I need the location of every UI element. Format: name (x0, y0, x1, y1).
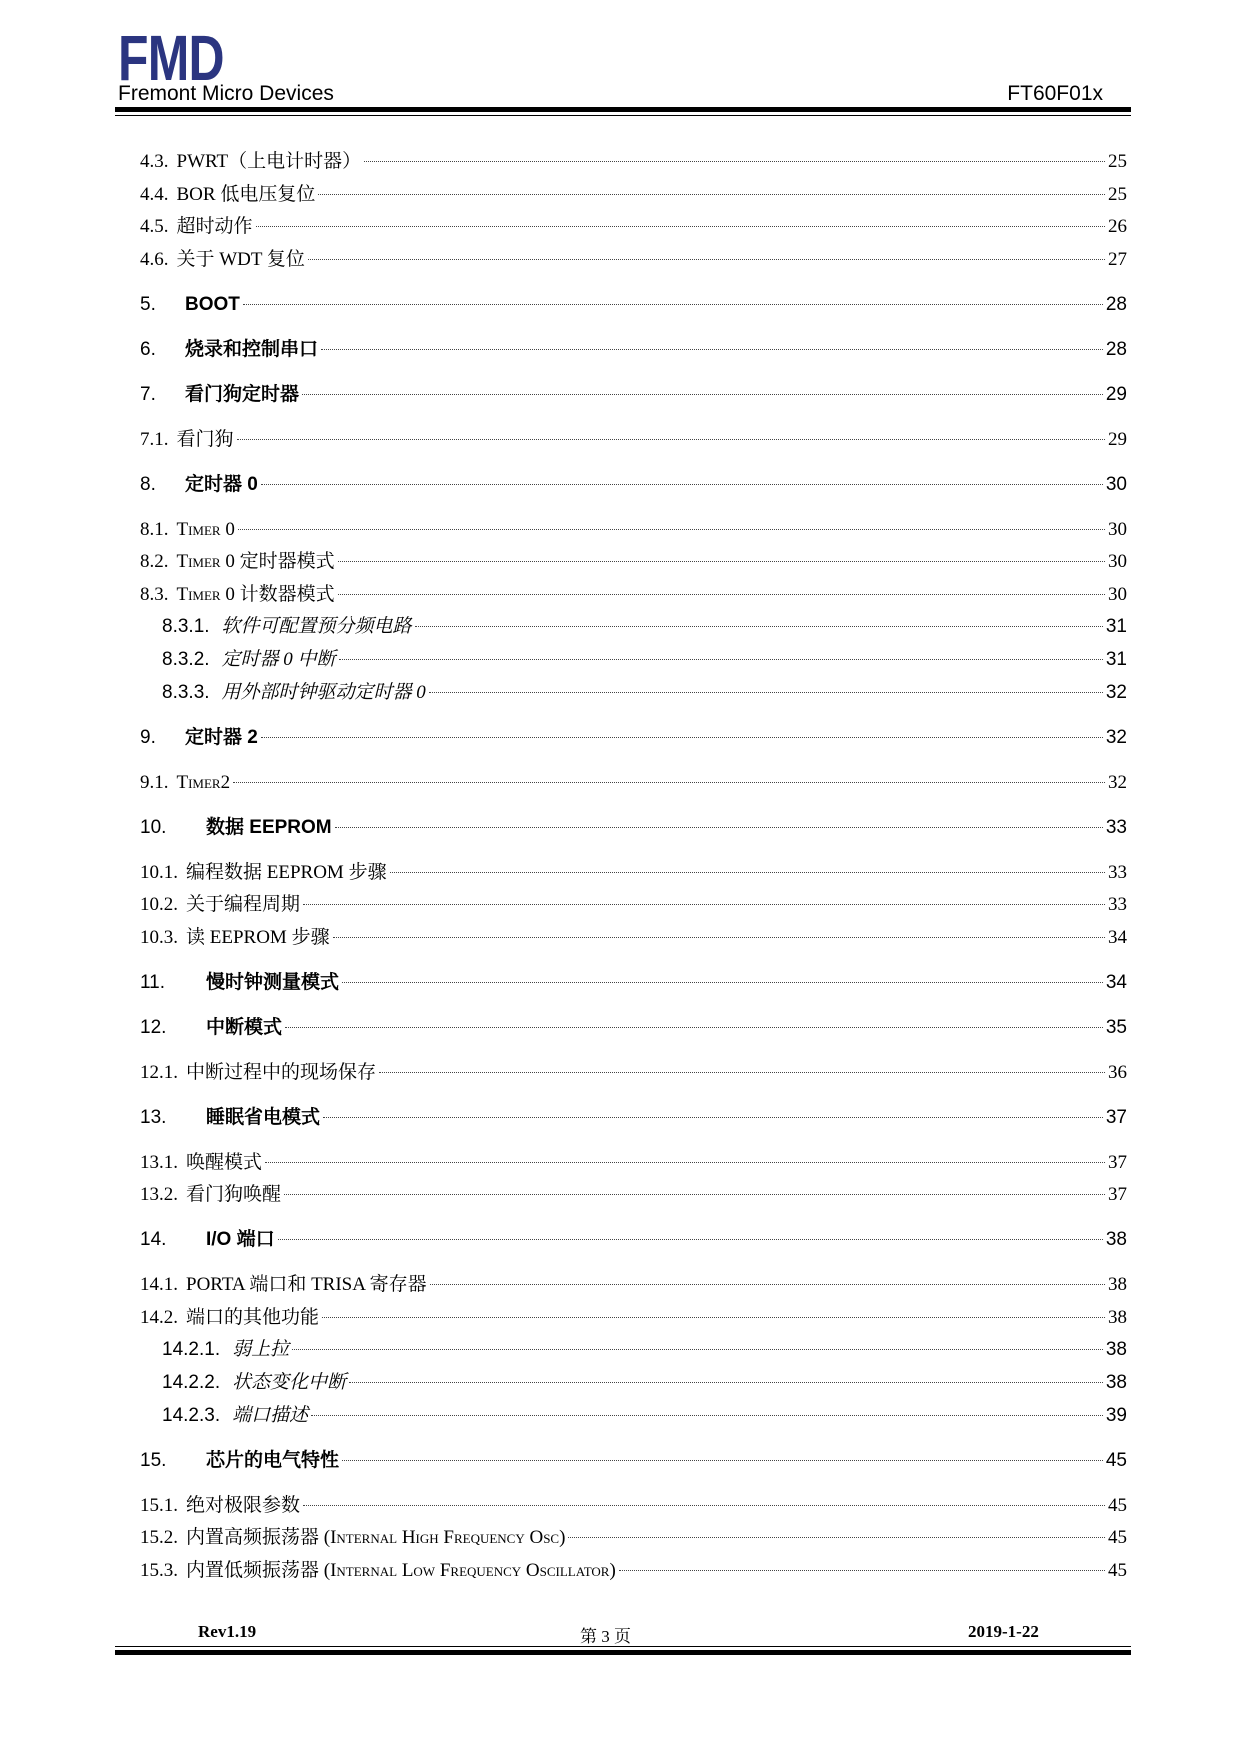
dot-leader (322, 1317, 1105, 1318)
toc-entry-title: 芯片的电气特性 (206, 1449, 340, 1471)
toc-entry[interactable] (140, 179, 1127, 212)
toc-entry-page: 45 (1108, 1527, 1127, 1549)
toc-entry-page: 35 (1105, 1016, 1127, 1038)
toc-entry[interactable] (140, 1102, 1127, 1135)
toc-entry-title: 看门狗 (176, 428, 234, 450)
toc-entry[interactable] (140, 889, 1127, 922)
dot-leader (430, 1284, 1105, 1285)
toc-entry-page: 37 (1108, 1184, 1127, 1206)
toc-entry-page: 32 (1108, 771, 1127, 793)
toc-entry-title: 超时动作 (176, 216, 253, 238)
toc-entry[interactable] (140, 1555, 1127, 1588)
toc-entry[interactable] (140, 424, 1127, 457)
toc-entry-number: 6. (140, 338, 156, 360)
toc-entry-number: 12. (140, 1016, 167, 1038)
dot-leader (265, 1162, 1105, 1163)
toc-entry-page: 25 (1108, 151, 1127, 172)
toc-entry-number: 14.2. (140, 1306, 178, 1328)
toc-entry-label (140, 579, 335, 612)
toc-entry[interactable] (140, 1400, 1127, 1433)
toc-entry-page: 39 (1105, 1404, 1127, 1426)
dot-leader (349, 1382, 1103, 1383)
dot-leader (619, 1570, 1105, 1571)
toc-entry-label (140, 244, 305, 277)
toc-entry-title: PWRT（上电计时器） (176, 151, 362, 172)
toc-entry-number: 13. (140, 1106, 167, 1128)
dot-leader (429, 692, 1103, 693)
toc-entry-page: 30 (1108, 518, 1127, 540)
toc-entry-number: 5. (140, 293, 156, 315)
toc-entry[interactable] (140, 767, 1127, 800)
toc-entry[interactable] (140, 611, 1127, 644)
toc-entry-title: 用外部时钟驱动定时器 0 (221, 681, 426, 703)
toc-entry[interactable] (140, 289, 1127, 322)
toc-entry[interactable] (140, 244, 1127, 277)
dot-leader (303, 904, 1105, 905)
toc-entry-number: 15.1. (140, 1494, 178, 1516)
toc-entry-label (140, 1012, 282, 1045)
toc-entry-title: BOOT (185, 293, 240, 315)
toc-entry-title: 端口的其他功能 (186, 1306, 320, 1328)
toc-entry-page: 28 (1105, 293, 1127, 315)
toc-entry-title: 读 EEPROM 步骤 (186, 926, 330, 948)
toc-entry-page: 38 (1105, 1229, 1127, 1251)
toc-entry-title: 状态变化中断 (232, 1372, 347, 1394)
toc-entry[interactable] (140, 514, 1127, 547)
toc-entry-title: 数据 EEPROM (206, 816, 332, 838)
toc-entry-number: 14.1. (140, 1274, 178, 1296)
dot-leader (233, 782, 1105, 783)
dot-leader (415, 626, 1103, 627)
toc-entry-label (140, 1179, 281, 1212)
toc-entry-title: 中断过程中的现场保存 (186, 1061, 377, 1083)
toc-entry-page: 33 (1105, 816, 1127, 838)
dot-leader (303, 1505, 1105, 1506)
toc-entry[interactable] (140, 1179, 1127, 1212)
toc-entry-title: 定时器 0 (185, 473, 258, 495)
toc-entry[interactable] (140, 1012, 1127, 1045)
toc-entry[interactable] (140, 1522, 1127, 1555)
toc-entry-title: Timer 0 计数器模式 (176, 583, 335, 605)
toc-entry-number: 10.2. (140, 894, 178, 916)
dot-leader (338, 561, 1105, 562)
toc-entry-label (140, 722, 258, 755)
toc-entry-label (140, 967, 339, 1000)
toc-entry-label (140, 1490, 300, 1523)
dot-leader (339, 659, 1103, 660)
toc-entry-page: 36 (1108, 1061, 1127, 1083)
toc-entry[interactable] (140, 644, 1127, 677)
dot-leader (364, 161, 1105, 162)
footer-rule-thick (115, 1650, 1131, 1655)
toc-entry-number: 8. (140, 473, 156, 495)
toc-entry-page: 32 (1105, 681, 1127, 703)
toc-entry-label (140, 1555, 616, 1588)
toc-entry[interactable] (140, 379, 1127, 412)
dot-leader (243, 304, 1103, 305)
toc-entry-number: 11. (140, 971, 166, 993)
toc-entry-number: 4.6. (140, 248, 169, 270)
toc-entry[interactable] (140, 579, 1127, 612)
dot-leader (261, 484, 1103, 485)
toc-entry[interactable] (140, 1057, 1127, 1090)
toc-entry-title: 端口描述 (232, 1404, 309, 1426)
toc-entry-page: 34 (1108, 926, 1127, 948)
toc-entry-title: BOR 低电压复位 (176, 183, 316, 205)
dot-leader (308, 259, 1105, 260)
toc-entry-title: 内置低频振荡器 (Internal Low Frequency Oscillator) (186, 1559, 616, 1581)
toc-entry-title: Timer 0 (176, 518, 235, 540)
toc-entry-page: 37 (1105, 1106, 1127, 1128)
toc-entry[interactable] (140, 1490, 1127, 1523)
toc-entry-number: 15.3. (140, 1559, 178, 1581)
toc-entry-page: 26 (1108, 216, 1127, 238)
dot-leader (390, 872, 1105, 873)
toc-entry-title: 关于 WDT 复位 (176, 248, 305, 270)
toc-entry-number: 8.3.2. (162, 649, 210, 671)
dot-leader (284, 1194, 1105, 1195)
toc-entry-number: 7. (140, 383, 156, 405)
toc-entry-page: 28 (1105, 338, 1127, 360)
dot-leader (568, 1537, 1105, 1538)
toc-entry-number: 10. (140, 816, 167, 838)
dot-leader (342, 1460, 1103, 1461)
toc-entry[interactable] (140, 546, 1127, 579)
toc-entry[interactable] (140, 334, 1127, 367)
toc-entry-title: 编程数据 EEPROM 步骤 (186, 861, 387, 883)
toc-entry-page: 31 (1105, 616, 1127, 638)
toc-entry-title: 看门狗唤醒 (186, 1184, 282, 1206)
toc-entry-label (140, 812, 332, 845)
toc-entry-number: 14.2.2. (162, 1372, 221, 1394)
dot-leader (278, 1239, 1103, 1240)
toc-entry-title: 看门狗定时器 (185, 383, 300, 405)
dot-leader (302, 394, 1103, 395)
toc-entry-label (140, 1057, 376, 1090)
header-rule-thick (115, 107, 1131, 112)
toc-entry-label (140, 857, 387, 890)
toc-entry-title: 绝对极限参数 (186, 1494, 301, 1516)
toc-entry-number: 8.3.1. (162, 616, 210, 638)
toc-entry-label (140, 424, 234, 457)
toc-entry-page: 37 (1108, 1151, 1127, 1173)
dot-leader (321, 349, 1103, 350)
toc-entry[interactable] (140, 1302, 1127, 1335)
toc-entry-page: 45 (1105, 1449, 1127, 1471)
toc-entry-title: 弱上拉 (232, 1339, 290, 1361)
toc-entry-number: 15.2. (140, 1527, 178, 1549)
toc-entry-number: 8.2. (140, 551, 169, 573)
toc-entry-number: 13.2. (140, 1184, 178, 1206)
toc-entry-title: 关于编程周期 (186, 894, 301, 916)
toc-entry-page: 30 (1108, 551, 1127, 573)
toc-entry-number: 10.3. (140, 926, 178, 948)
toc-entry-title: 烧录和控制串口 (185, 338, 319, 360)
toc-entry[interactable] (140, 1334, 1127, 1367)
toc-entry-page: 27 (1108, 248, 1127, 270)
toc-entry[interactable] (140, 922, 1127, 955)
dot-leader (335, 827, 1103, 828)
toc-entry-label (140, 1302, 319, 1335)
toc-entry[interactable] (140, 967, 1127, 1000)
toc-entry-number: 15. (140, 1449, 167, 1471)
toc-entry-title: 定时器 2 (185, 726, 258, 748)
toc-entry-number: 8.3.3. (162, 681, 210, 703)
toc-entry-page: 45 (1108, 1559, 1127, 1581)
toc-entry-label (162, 1334, 289, 1367)
toc-entry-label (140, 889, 300, 922)
toc-entry-page: 38 (1108, 1306, 1127, 1328)
toc-entry-number: 9.1. (140, 771, 169, 793)
dot-leader (323, 1117, 1103, 1118)
dot-leader (338, 594, 1105, 595)
toc-entry-label (162, 1367, 346, 1400)
toc-entry[interactable] (140, 146, 1127, 179)
toc-entry[interactable] (140, 1224, 1127, 1257)
toc-entry-label (140, 1522, 565, 1555)
toc-entry-title: 睡眠省电模式 (206, 1106, 321, 1128)
toc-entry-label (140, 767, 230, 800)
footer-revision: Rev1.19 (198, 1622, 257, 1641)
toc-entry[interactable] (140, 722, 1127, 755)
toc-entry-title: 软件可配置预分频电路 (221, 616, 412, 638)
toc-entry-page: 38 (1108, 1274, 1127, 1296)
toc-entry-label (162, 611, 412, 644)
dot-leader (237, 439, 1105, 440)
toc-entry-page: 30 (1105, 473, 1127, 495)
toc-entry[interactable] (140, 857, 1127, 890)
header-rule-thin (115, 115, 1131, 116)
toc-entry-title: I/O 端口 (206, 1229, 275, 1251)
toc-entry-number: 4.4. (140, 183, 169, 205)
toc-entry-title: 内置高频振荡器 (Internal High Frequency Osc) (186, 1527, 566, 1549)
toc-entry[interactable] (140, 1147, 1127, 1180)
toc-entry-number: 13.1. (140, 1151, 178, 1173)
toc-entry-label (140, 1224, 275, 1257)
toc-entry-page: 29 (1105, 383, 1127, 405)
toc-entry-number: 14.2.1. (162, 1339, 221, 1361)
toc-entry-title: 定时器 0 中断 (221, 649, 336, 671)
toc-entry[interactable] (140, 211, 1127, 244)
dot-leader (256, 226, 1105, 227)
toc-entry[interactable] (140, 812, 1127, 845)
toc-entry-title: Timer2 (176, 771, 231, 793)
toc-entry-number: 9. (140, 726, 156, 748)
dot-leader (333, 937, 1105, 938)
toc-entry-page: 38 (1105, 1339, 1127, 1361)
dot-leader (285, 1027, 1103, 1028)
toc-entry-label (162, 1400, 308, 1433)
toc-entry[interactable] (140, 677, 1127, 710)
toc-entry-label (140, 211, 253, 244)
toc-entry-number: 14.2.3. (162, 1404, 221, 1426)
toc-entry-label (140, 146, 361, 179)
toc-entry[interactable] (140, 1367, 1127, 1400)
toc-entry-page: 38 (1105, 1372, 1127, 1394)
toc-entry-number: 4.5. (140, 216, 169, 238)
toc-entry[interactable] (140, 1445, 1127, 1478)
dot-leader (238, 529, 1105, 530)
toc-entry-page: 33 (1108, 861, 1127, 883)
toc-entry-page: 31 (1105, 649, 1127, 671)
toc-entry-page: 45 (1108, 1494, 1127, 1516)
toc-entry-title: 中断模式 (206, 1016, 283, 1038)
toc-entry-number: 8.1. (140, 518, 169, 540)
toc-entry-title: PORTA 端口和 TRISA 寄存器 (186, 1274, 427, 1296)
toc-entry-page: 25 (1108, 183, 1127, 205)
toc-entry-label (140, 1147, 262, 1180)
fmd-logo: FMD (118, 22, 224, 94)
toc-entry-page: 33 (1108, 894, 1127, 916)
toc-entry-label (140, 179, 315, 212)
toc-entry[interactable] (140, 1269, 1127, 1302)
dot-leader (379, 1072, 1105, 1073)
toc-entry-page: 34 (1105, 971, 1127, 993)
toc-entry-number: 8.3. (140, 583, 169, 605)
toc-entry-number: 7.1. (140, 428, 169, 450)
toc-entry-number: 4.3. (140, 151, 169, 172)
toc-entry-label (140, 379, 299, 412)
toc-entry-label (140, 514, 235, 547)
dot-leader (318, 194, 1105, 195)
toc-entry-page: 32 (1105, 726, 1127, 748)
footer-date: 2019-1-22 (968, 1622, 1039, 1641)
toc-entry[interactable] (140, 469, 1127, 502)
dot-leader (261, 737, 1103, 738)
toc-entry-label (140, 922, 330, 955)
table-of-contents (140, 146, 1127, 1587)
toc-entry-number: 10.1. (140, 861, 178, 883)
toc-entry-number: 12.1. (140, 1061, 178, 1083)
footer-rule-thin (115, 1646, 1131, 1647)
dot-leader (342, 982, 1103, 983)
footer-page-number: 第 3 页 (580, 1627, 631, 1646)
toc-entry-label (140, 1269, 427, 1302)
toc-entry-label (162, 644, 336, 677)
toc-entry-label (162, 677, 426, 710)
toc-entry-label (140, 469, 258, 502)
dot-leader (292, 1349, 1103, 1350)
toc-entry-title: 慢时钟测量模式 (206, 971, 340, 993)
toc-entry-label (140, 546, 335, 579)
toc-entry-title: 唤醒模式 (186, 1151, 263, 1173)
toc-entry-page: 30 (1108, 583, 1127, 605)
toc-entry-number: 14. (140, 1229, 167, 1251)
document-id: FT60F01x (1007, 82, 1103, 105)
toc-entry-title: Timer 0 定时器模式 (176, 551, 335, 573)
toc-entry-page: 29 (1108, 428, 1127, 450)
toc-entry-label (140, 1102, 320, 1135)
company-name: Fremont Micro Devices (118, 82, 334, 105)
toc-entry-label (140, 289, 240, 322)
dot-leader (311, 1415, 1103, 1416)
toc-entry-label (140, 1445, 339, 1478)
toc-entry-label (140, 334, 318, 367)
